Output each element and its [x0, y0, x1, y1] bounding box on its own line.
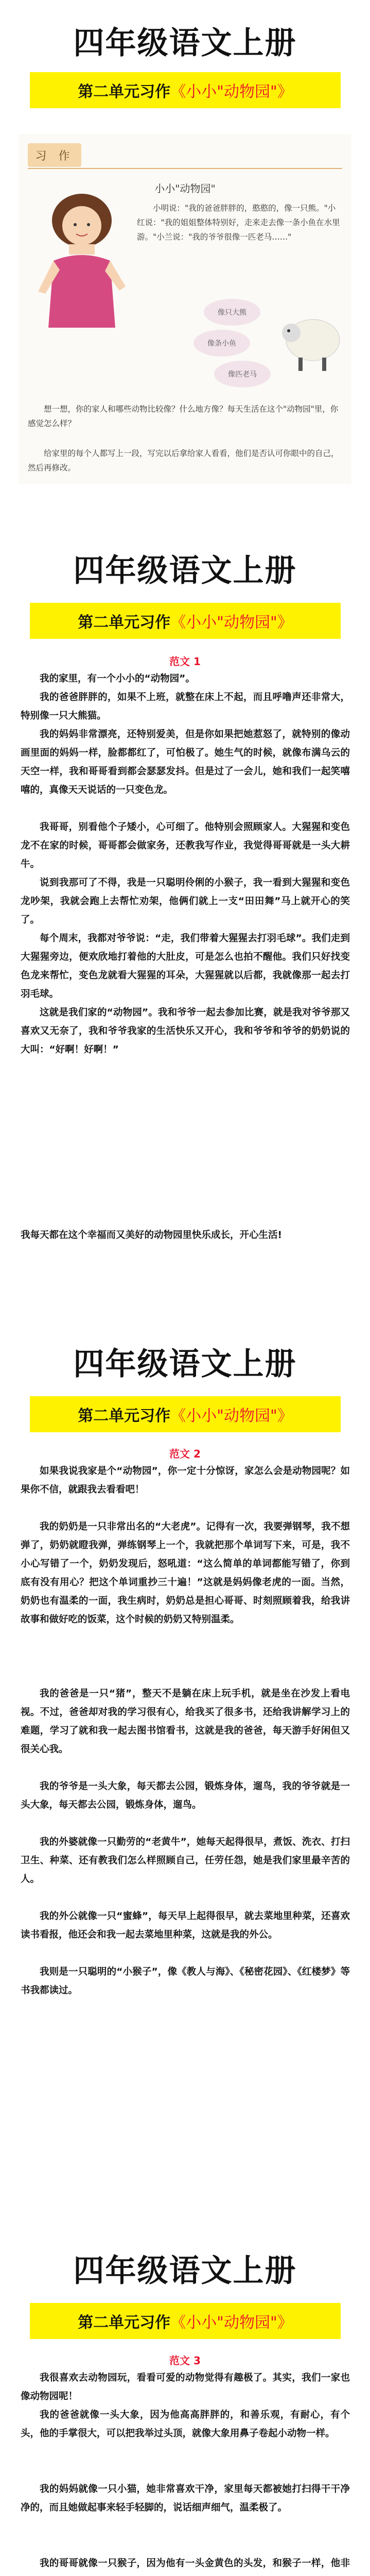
essay-paragraph: 说到我那可了不得，我是一只聪明伶俐的小猴子，我一看到大猩猩和变色龙吵架，我就会跑上去帮忙劝架，他俩们就上一支“田田舞”马上就开心的笑了。 — [21, 877, 350, 925]
grade-title: 四年级语文上册 — [73, 553, 297, 589]
unit-title: 第二单元习作 — [78, 614, 171, 632]
textbook-excerpt — [19, 134, 351, 484]
essay-paragraph: 我的爷爷是一头大象，每天都去公园，锻炼身体，遛鸟，我的爷爷就是一头大象，每天都去公园，锻炼身体，遛鸟。 — [21, 1781, 350, 1810]
essay-label: 范文 1 — [169, 655, 201, 668]
textbook-paragraph-3: 给家里的每个人都写上一段，写完以后拿给家人看看，他们是否认可你眼中的自己，然后再修改。 — [28, 449, 339, 472]
section-essay-2 — [0, 1319, 370, 2195]
essay-paragraph: 我的外公就像一只“蜜蜂”，每天早上起得很早，就去菜地里种菜，还喜欢读书看报，他还会和我一起去菜地里种菜，这就是我的外公。 — [21, 1911, 350, 1940]
bubble-bear: 像只大熊 — [204, 299, 260, 326]
essay-paragraph: 如果我说我家是个“动物园”，你一定十分惊讶，家怎么会是动物园呢？如果你不信，就跟我去看看吧！ — [21, 1466, 350, 1495]
unit-title-essay: 《小小"动物园"》 — [170, 2314, 293, 2332]
essay-paragraph: 我的哥哥就像一只猴子，因为他有一头金黄色的头发，和猴子一样，他非 — [40, 2558, 350, 2569]
essay-paragraph: 我的爸爸就像一头大象，因为他高高胖胖的，和善乐观，有耐心，有个头，他的手掌很大，可以把我举过头顶，就像大象用鼻子卷起小动物一样。 — [21, 2410, 350, 2439]
unit-banner — [30, 603, 341, 639]
section-essay-1 — [0, 505, 370, 1298]
section-essay-3 — [0, 2215, 370, 2576]
unit-title-essay: 《小小"动物园"》 — [170, 1407, 293, 1425]
essay-paragraph: 我的外婆就像一只勤劳的“老黄牛”，她每天起得很早，煮饭、洗衣、打扫卫生、种菜、还有教我们怎么样照顾自己，任劳任怨，她是我们家里最辛苦的人。 — [21, 1837, 350, 1885]
textbook-paragraph-1: 小明说："我的爸爸胖胖的，憨憨的，像一只熊。"小红说："我的姐姐整体特别好，走来走去像一条小鱼在水里游。"小兰说："我的爷爷很像一匹老马……" — [137, 204, 340, 242]
essay-paragraph: 我则是一只聪明的“小猴子”，像《教人与海》、《秘密花园》、《红楼梦》等书我都读过。 — [21, 1967, 350, 1996]
textbook-paragraph-2: 想一想，你的家人和哪些动物比较像？什么地方像？每天生活在这个"动物园"里，你感觉怎么样？ — [28, 404, 339, 428]
unit-title: 第二单元习作 — [78, 83, 171, 101]
essay-paragraph: 我的奶奶是一只非常出名的“大老虎”。记得有一次，我要弹钢琴，我不想弹了，奶奶就瞪我弹，弹练钢琴上一个，我就把那个单词写下来，可是，我不小心写错了一个，奶奶发现后，怒吼道：“这么简单的单词都能写错了，你到底有没有用心？把这个单词重抄三十遍！”这就是妈妈像老虎的一面。当然，奶奶也有温柔的一面，我生病时，奶奶总是担心哥哥、时刻照顾着我，给我讲故事和做好吃的饭菜，这个时候的奶奶又特别温柔。 — [21, 1521, 350, 1625]
sheep-illustration-icon — [276, 304, 348, 376]
essay-paragraph: 我的爸爸是一只“猪”，整天不是躺在床上玩手机，就是坐在沙发上看电视。不过，爸爸却对我的学习很有心，给我买了很多书，还给我讲解学习上的难题，学习了就和我一起去图书馆看书，这就是我的爸爸，每天游手好闲但又很关心我。 — [21, 1688, 350, 1755]
thought-bubbles — [137, 289, 291, 392]
unit-title-essay: 《小小"动物园"》 — [170, 83, 293, 101]
essay-paragraph: 我的妈妈非常漂亮，还特别爱美，但是你如果把她惹怒了，就特别的像动画里面的妈妈一样，脸都都红了，可怕极了。她生气的时候，就像布满乌云的天空一样，我和哥哥看到都会瑟瑟发抖。但是过了一会儿，她和我们一起笑嘻嘻的，真像天天说话的一只变色龙。 — [21, 729, 350, 795]
unit-title: 第二单元习作 — [78, 1407, 171, 1425]
essay-paragraph: 我很喜欢去动物园玩，看看可爱的动物觉得有趣极了。其实，我们一家也像动物园呢！ — [21, 2372, 350, 2402]
bubble-fish: 像条小鱼 — [193, 330, 250, 357]
grade-title: 四年级语文上册 — [73, 25, 297, 61]
essay-label: 范文 3 — [169, 2354, 201, 2367]
bubble-horse: 像匹老马 — [214, 361, 271, 387]
unit-title-essay: 《小小"动物园"》 — [170, 614, 293, 632]
essay-paragraph: 我哥哥，别看他个子矮小，心可细了。他特别会照顾家人。大猩猩和变色龙不在家的时候，哥哥都会做家务，还教我写作业，我觉得哥哥就是一头大耕牛。 — [21, 822, 350, 870]
unit-title: 第二单元习作 — [78, 2314, 171, 2332]
textbook-subtitle: 小小"动物园" — [154, 182, 216, 195]
girl-illustration-icon — [33, 183, 131, 338]
divider — [28, 168, 342, 169]
essay-paragraph: 我的妈妈就像一只小猫，她非常喜欢干净，家里每天都被她打扫得干干净净的，而且她做起事来轻手轻脚的，说话细声细气，温柔极了。 — [21, 2484, 350, 2513]
essay-label: 范文 2 — [169, 1448, 201, 1460]
essay-paragraph: 这就是我们家的“动物园”。我和爷爷一起去参加比赛，就是我对爷爷那又喜欢又无奈了，我和爷爷我家的生活快乐又开心，我和爷爷和爷爷的奶奶说的大叫：“好啊！好啊！” — [21, 1007, 350, 1055]
unit-banner — [30, 1396, 341, 1432]
unit-banner — [30, 2303, 341, 2339]
xizuo-badge: 习 作 — [28, 143, 81, 167]
section-textbook — [0, 0, 370, 495]
essay-paragraph: 每个周末，我都对爷爷说：“走，我们带着大猩猩去打羽毛球”。我们走到大猩猩旁边，便欢欣地打着他的大肚皮，可是怎么也拍不醒他。我们只好找变色龙来帮忙，变色龙就看大猩猩的耳朵，大猩猩就以后都，我就像那一起去打羽毛球。 — [21, 933, 350, 999]
essay-closing: 我每天都在这个幸福而又美好的动物园里快乐成长，开心生活! — [21, 1230, 282, 1241]
unit-banner — [30, 72, 341, 108]
essay-paragraph: 我的家里，有一个小小的“动物园”。 — [40, 673, 195, 684]
essay-paragraph: 我的爸爸胖胖的，如果不上班，就整在床上不起，而且呼噜声还非常大，特别像一只大熊猫。 — [21, 692, 350, 721]
grade-title: 四年级语文上册 — [73, 1346, 297, 1382]
grade-title: 四年级语文上册 — [73, 2253, 297, 2289]
